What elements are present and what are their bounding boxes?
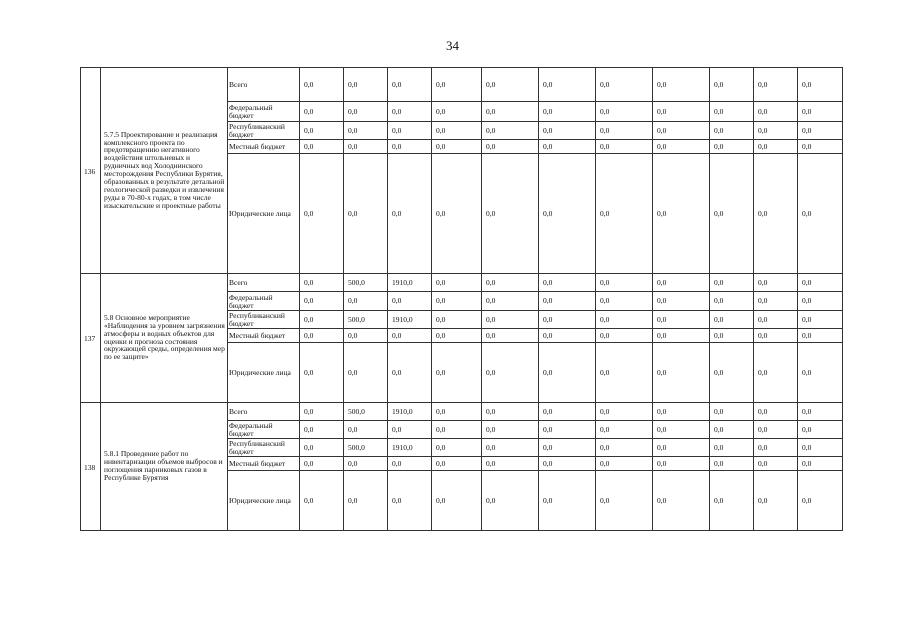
- funding-source: Республиканский бюджет: [228, 122, 300, 140]
- amount-cell: 0,0: [432, 421, 482, 439]
- amount-cell: 0,0: [388, 68, 432, 102]
- amount-cell: 0,0: [300, 329, 344, 343]
- amount-cell: 0,0: [754, 140, 798, 154]
- amount-cell: 0,0: [710, 311, 754, 329]
- funding-source: Республиканский бюджет: [228, 439, 300, 457]
- amount-cell: 0,0: [482, 439, 539, 457]
- amount-cell: 0,0: [798, 102, 843, 122]
- amount-cell: 0,0: [754, 421, 798, 439]
- amount-cell: 0,0: [710, 343, 754, 403]
- measure-name: 5.7.5 Проектирование и реализация комплексного проекта по предотвращению негативного воздействия штольневых и рудничных вод Холоднинского месторождения Республики Бурятия, образованных в результате детальной геологической разведки и извлечения руды в 70-80-х годах, в том числе изыскательские и проектные работы: [101, 68, 228, 274]
- amount-cell: 0,0: [798, 311, 843, 329]
- amount-cell: 0,0: [710, 457, 754, 471]
- amount-cell: 1910,0: [388, 439, 432, 457]
- amount-cell: 0,0: [539, 311, 596, 329]
- amount-cell: 0,0: [710, 439, 754, 457]
- amount-cell: 0,0: [539, 403, 596, 421]
- amount-cell: 0,0: [300, 343, 344, 403]
- amount-cell: 0,0: [539, 140, 596, 154]
- amount-cell: 0,0: [344, 140, 388, 154]
- amount-cell: 0,0: [754, 457, 798, 471]
- amount-cell: 500,0: [344, 311, 388, 329]
- amount-cell: 0,0: [344, 457, 388, 471]
- amount-cell: 0,0: [482, 274, 539, 292]
- amount-cell: 0,0: [653, 102, 710, 122]
- amount-cell: 0,0: [300, 403, 344, 421]
- amount-cell: 0,0: [432, 68, 482, 102]
- amount-cell: 0,0: [539, 457, 596, 471]
- amount-cell: 0,0: [300, 421, 344, 439]
- amount-cell: 0,0: [300, 457, 344, 471]
- amount-cell: 0,0: [388, 102, 432, 122]
- amount-cell: 0,0: [388, 329, 432, 343]
- amount-cell: 0,0: [596, 403, 653, 421]
- table-row: [81, 403, 843, 421]
- amount-cell: 500,0: [344, 274, 388, 292]
- funding-source: Федеральный бюджет: [228, 102, 300, 122]
- amount-cell: 0,0: [300, 292, 344, 311]
- amount-cell: 0,0: [482, 329, 539, 343]
- amount-cell: 0,0: [539, 329, 596, 343]
- measure-name: 5.8.1 Проведение работ по инвентаризации объемов выбросов и поглощения парниковых газов в Республике Бурятия: [101, 403, 228, 531]
- amount-cell: 0,0: [710, 274, 754, 292]
- amount-cell: 0,0: [754, 68, 798, 102]
- amount-cell: 0,0: [798, 471, 843, 531]
- amount-cell: 0,0: [710, 140, 754, 154]
- amount-cell: 0,0: [300, 274, 344, 292]
- funding-source: Всего: [228, 68, 300, 102]
- amount-cell: 0,0: [596, 274, 653, 292]
- amount-cell: 0,0: [710, 329, 754, 343]
- amount-cell: 0,0: [388, 140, 432, 154]
- amount-cell: 0,0: [344, 421, 388, 439]
- amount-cell: 0,0: [300, 471, 344, 531]
- amount-cell: 0,0: [300, 154, 344, 274]
- amount-cell: 0,0: [754, 343, 798, 403]
- amount-cell: 0,0: [754, 471, 798, 531]
- amount-cell: 0,0: [432, 329, 482, 343]
- amount-cell: 0,0: [344, 471, 388, 531]
- amount-cell: 1910,0: [388, 311, 432, 329]
- amount-cell: 0,0: [798, 457, 843, 471]
- amount-cell: 0,0: [653, 274, 710, 292]
- amount-cell: 0,0: [388, 122, 432, 140]
- amount-cell: 0,0: [798, 122, 843, 140]
- amount-cell: 0,0: [300, 68, 344, 102]
- amount-cell: 0,0: [653, 439, 710, 457]
- amount-cell: 0,0: [596, 457, 653, 471]
- amount-cell: 0,0: [596, 343, 653, 403]
- amount-cell: 0,0: [754, 311, 798, 329]
- amount-cell: 0,0: [754, 403, 798, 421]
- amount-cell: 0,0: [482, 140, 539, 154]
- amount-cell: 0,0: [344, 343, 388, 403]
- amount-cell: 0,0: [710, 292, 754, 311]
- amount-cell: 0,0: [432, 343, 482, 403]
- amount-cell: 0,0: [388, 471, 432, 531]
- amount-cell: 0,0: [653, 343, 710, 403]
- amount-cell: 0,0: [596, 471, 653, 531]
- amount-cell: 0,0: [596, 329, 653, 343]
- amount-cell: 1910,0: [388, 403, 432, 421]
- amount-cell: 500,0: [344, 403, 388, 421]
- amount-cell: 0,0: [388, 421, 432, 439]
- amount-cell: 0,0: [754, 274, 798, 292]
- amount-cell: 1910,0: [388, 274, 432, 292]
- amount-cell: 0,0: [798, 343, 843, 403]
- amount-cell: 0,0: [344, 292, 388, 311]
- amount-cell: 0,0: [482, 292, 539, 311]
- amount-cell: 0,0: [432, 292, 482, 311]
- funding-source: Местный бюджет: [228, 140, 300, 154]
- amount-cell: 0,0: [482, 154, 539, 274]
- funding-source: Федеральный бюджет: [228, 421, 300, 439]
- amount-cell: 500,0: [344, 439, 388, 457]
- amount-cell: 0,0: [300, 102, 344, 122]
- amount-cell: 0,0: [344, 102, 388, 122]
- funding-source: Юридические лица: [228, 343, 300, 403]
- amount-cell: 0,0: [539, 343, 596, 403]
- row-number: 138: [81, 403, 101, 531]
- funding-source: Местный бюджет: [228, 329, 300, 343]
- amount-cell: 0,0: [754, 292, 798, 311]
- amount-cell: 0,0: [482, 343, 539, 403]
- amount-cell: 0,0: [432, 311, 482, 329]
- funding-source: Юридические лица: [228, 154, 300, 274]
- amount-cell: 0,0: [653, 421, 710, 439]
- amount-cell: 0,0: [432, 274, 482, 292]
- amount-cell: 0,0: [432, 439, 482, 457]
- amount-cell: 0,0: [539, 421, 596, 439]
- amount-cell: 0,0: [754, 154, 798, 274]
- amount-cell: 0,0: [482, 68, 539, 102]
- amount-cell: 0,0: [653, 68, 710, 102]
- amount-cell: 0,0: [432, 140, 482, 154]
- amount-cell: 0,0: [653, 457, 710, 471]
- amount-cell: 0,0: [798, 329, 843, 343]
- amount-cell: 0,0: [344, 154, 388, 274]
- amount-cell: 0,0: [798, 292, 843, 311]
- amount-cell: 0,0: [653, 154, 710, 274]
- amount-cell: 0,0: [653, 140, 710, 154]
- amount-cell: 0,0: [653, 311, 710, 329]
- amount-cell: 0,0: [754, 122, 798, 140]
- amount-cell: 0,0: [482, 102, 539, 122]
- amount-cell: 0,0: [596, 439, 653, 457]
- amount-cell: 0,0: [300, 439, 344, 457]
- funding-source: Республиканский бюджет: [228, 311, 300, 329]
- budget-table: [80, 67, 843, 531]
- amount-cell: 0,0: [388, 292, 432, 311]
- amount-cell: 0,0: [653, 292, 710, 311]
- amount-cell: 0,0: [710, 403, 754, 421]
- amount-cell: 0,0: [300, 311, 344, 329]
- amount-cell: 0,0: [344, 68, 388, 102]
- amount-cell: 0,0: [539, 122, 596, 140]
- funding-source: Местный бюджет: [228, 457, 300, 471]
- amount-cell: 0,0: [482, 457, 539, 471]
- amount-cell: 0,0: [539, 439, 596, 457]
- amount-cell: 0,0: [798, 154, 843, 274]
- amount-cell: 0,0: [432, 457, 482, 471]
- amount-cell: 0,0: [710, 154, 754, 274]
- amount-cell: 0,0: [539, 471, 596, 531]
- amount-cell: 0,0: [653, 122, 710, 140]
- amount-cell: 0,0: [388, 343, 432, 403]
- amount-cell: 0,0: [388, 154, 432, 274]
- amount-cell: 0,0: [710, 102, 754, 122]
- amount-cell: 0,0: [432, 122, 482, 140]
- amount-cell: 0,0: [482, 403, 539, 421]
- funding-source: Федеральный бюджет: [228, 292, 300, 311]
- amount-cell: 0,0: [596, 311, 653, 329]
- page-number: 34: [446, 38, 459, 53]
- amount-cell: 0,0: [539, 68, 596, 102]
- amount-cell: 0,0: [653, 403, 710, 421]
- amount-cell: 0,0: [482, 311, 539, 329]
- amount-cell: 0,0: [596, 292, 653, 311]
- table-row: [81, 68, 843, 102]
- amount-cell: 0,0: [798, 439, 843, 457]
- amount-cell: 0,0: [596, 154, 653, 274]
- amount-cell: 0,0: [482, 122, 539, 140]
- amount-cell: 0,0: [300, 122, 344, 140]
- amount-cell: 0,0: [539, 274, 596, 292]
- amount-cell: 0,0: [596, 102, 653, 122]
- amount-cell: 0,0: [596, 122, 653, 140]
- measure-name: 5.8 Основное мероприятие «Наблюдения за уровнем загрязнения атмосферы и водных объектов для оценки и прогноза состояния окружающей среды, определения мер по ее защите»: [101, 274, 228, 403]
- amount-cell: 0,0: [653, 329, 710, 343]
- amount-cell: 0,0: [432, 154, 482, 274]
- amount-cell: 0,0: [432, 102, 482, 122]
- amount-cell: 0,0: [798, 140, 843, 154]
- amount-cell: 0,0: [798, 403, 843, 421]
- amount-cell: 0,0: [482, 421, 539, 439]
- amount-cell: 0,0: [710, 421, 754, 439]
- row-number: 136: [81, 68, 101, 274]
- amount-cell: 0,0: [653, 471, 710, 531]
- amount-cell: 0,0: [539, 102, 596, 122]
- amount-cell: 0,0: [710, 68, 754, 102]
- amount-cell: 0,0: [344, 329, 388, 343]
- amount-cell: 0,0: [754, 102, 798, 122]
- amount-cell: 0,0: [482, 471, 539, 531]
- funding-source: Всего: [228, 403, 300, 421]
- table-body: [81, 68, 843, 531]
- funding-source: Всего: [228, 274, 300, 292]
- amount-cell: 0,0: [432, 471, 482, 531]
- amount-cell: 0,0: [798, 274, 843, 292]
- amount-cell: 0,0: [539, 292, 596, 311]
- amount-cell: 0,0: [710, 122, 754, 140]
- amount-cell: 0,0: [432, 403, 482, 421]
- amount-cell: 0,0: [798, 68, 843, 102]
- amount-cell: 0,0: [596, 140, 653, 154]
- amount-cell: 0,0: [710, 471, 754, 531]
- amount-cell: 0,0: [344, 122, 388, 140]
- amount-cell: 0,0: [754, 439, 798, 457]
- amount-cell: 0,0: [754, 329, 798, 343]
- table-row: [81, 274, 843, 292]
- funding-source: Юридические лица: [228, 471, 300, 531]
- amount-cell: 0,0: [300, 140, 344, 154]
- amount-cell: 0,0: [388, 457, 432, 471]
- amount-cell: 0,0: [539, 154, 596, 274]
- amount-cell: 0,0: [596, 68, 653, 102]
- amount-cell: 0,0: [596, 421, 653, 439]
- row-number: 137: [81, 274, 101, 403]
- amount-cell: 0,0: [798, 421, 843, 439]
